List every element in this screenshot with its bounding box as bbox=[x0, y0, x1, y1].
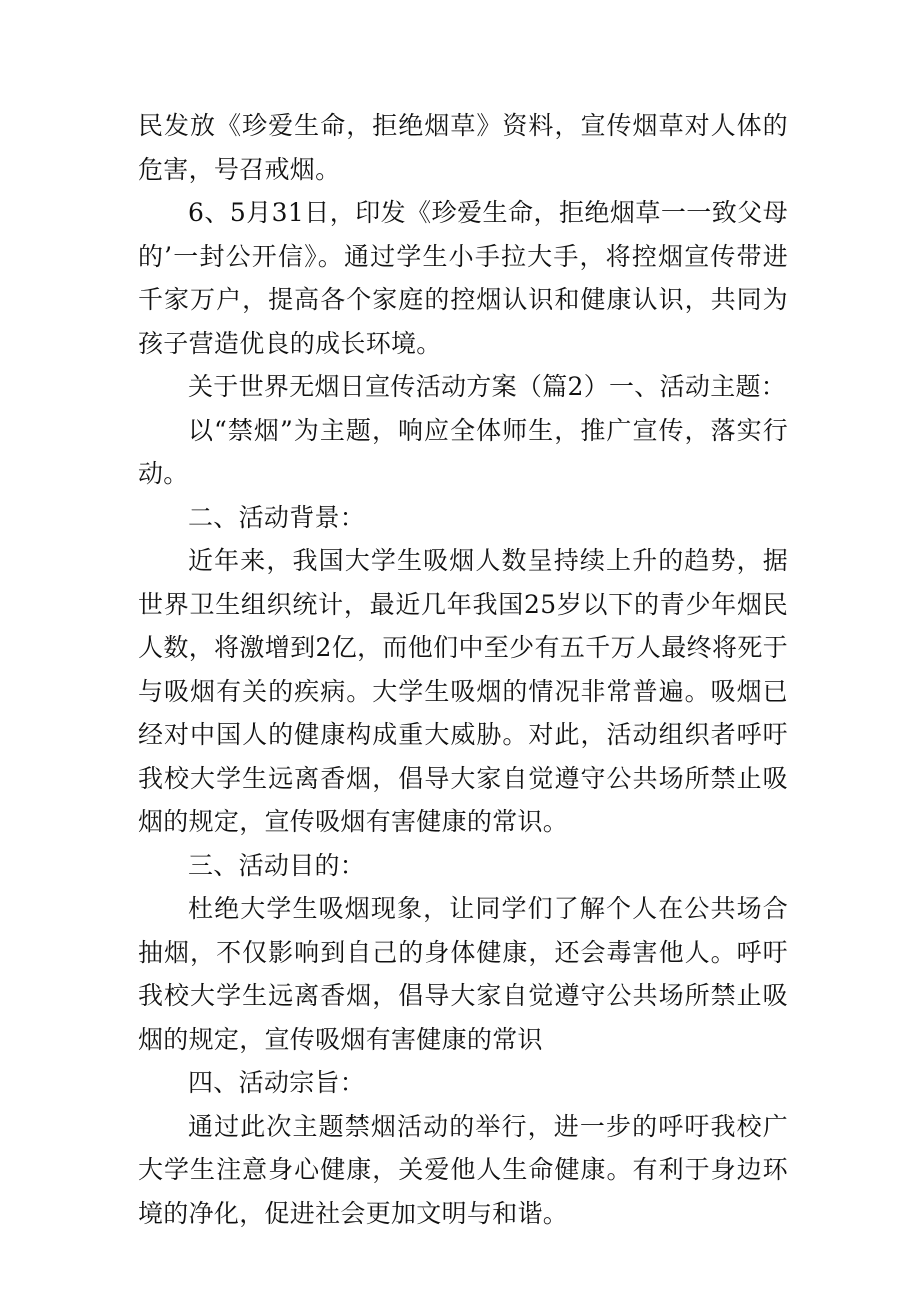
paragraph-3: 关于世界无烟日宣传活动方案（篇2）一、活动主题： bbox=[188, 372, 787, 401]
section-heading-aim: 四、活动宗旨： bbox=[188, 1068, 366, 1097]
section-heading-purpose: 三、活动目的： bbox=[188, 850, 366, 880]
paragraph-6: 杜绝大学生吸烟现象，让同学们了解个人在公共场合抽烟，不仅影响到自己的身体健康，还会毒害他人。呼吁我校大学生远离香烟，倡导大家自觉遵守公共场所禁止吸烟的规定，宣传吸烟有害健康的常识 bbox=[138, 894, 788, 1054]
paragraph-1: 民发放《珍爱生命，拒绝烟草》资料，宣传烟草对人体的危害，号召戒烟。 bbox=[138, 111, 788, 184]
paragraph-7: 通过此次主题禁烟活动的举行，进一步的呼吁我校广大学生注意身心健康，关爱他人生命健康。有利于身边环境的净化，促进社会更加文明与和谐。 bbox=[138, 1111, 788, 1228]
paragraph-5: 近年来，我国大学生吸烟人数呈持续上升的趋势，据世界卫生组织统计，最近几年我国25岁以下的青少年烟民人数，将激增到2亿，而他们中至少有五千万人最终将死于与吸烟有关的疾病。大学生吸烟的情况非常普遍。吸烟已经对中国人的健康构成重大威胁。对此，活动组织者呼吁我校大学生远离香烟，倡导大家自觉遵守公共场所禁止吸烟的规定，宣传吸烟有害健康的常识。 bbox=[138, 546, 788, 836]
section-heading-background: 二、活动背景： bbox=[188, 502, 366, 532]
paragraph-4: 以“禁烟”为主题，响应全体师生，推广宣传，落实行动。 bbox=[138, 415, 788, 488]
document-body bbox=[138, 104, 788, 1235]
paragraph-2: 6、5月31日，印发《珍爱生命，拒绝烟草一一致父母的’一封公开信》。通过学生小手拉大手，将控烟宣传带进千家万户，提高各个家庭的控烟认识和健康认识，共同为孩子营造优良的成长环境。 bbox=[138, 198, 788, 358]
